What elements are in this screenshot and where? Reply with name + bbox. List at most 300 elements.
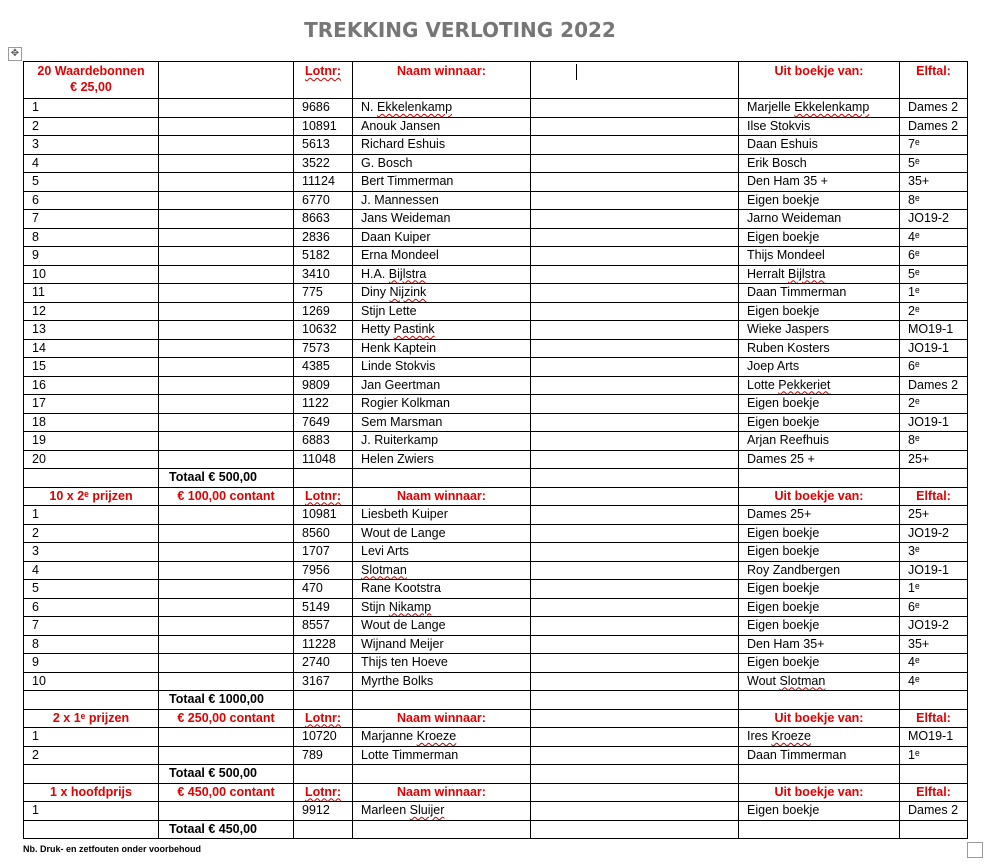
empty-cell: [531, 617, 739, 636]
team-name: JO19-2: [900, 617, 968, 636]
team-name: 6ᵉ: [900, 598, 968, 617]
team-name: 6ᵉ: [900, 358, 968, 377]
row-number: 20: [24, 450, 159, 469]
ticket-number: 10891: [294, 117, 353, 136]
winner-name: H.A. Bijlstra: [353, 265, 531, 284]
empty-cell: [531, 728, 739, 747]
empty-cell: [159, 265, 294, 284]
winner-name: Sem Marsman: [353, 413, 531, 432]
empty-cell: [531, 635, 739, 654]
table-row: [24, 265, 968, 284]
booklet-owner: Marjelle Ekkelenkamp: [739, 99, 900, 118]
row-number: 17: [24, 395, 159, 414]
team-name: 4ᵉ: [900, 654, 968, 673]
empty-cell: [159, 358, 294, 377]
empty-cell: [294, 765, 353, 784]
empty-cell: [900, 469, 968, 488]
ticket-number: 1269: [294, 302, 353, 321]
empty-cell: [159, 228, 294, 247]
spellcheck-word: Bijlstra: [388, 266, 427, 281]
ticket-number: 1707: [294, 543, 353, 562]
empty-cell: [531, 136, 739, 155]
empty-header-cell: [531, 709, 739, 728]
ticket-number: 1122: [294, 395, 353, 414]
empty-cell: [531, 580, 739, 599]
ticket-number: 9686: [294, 99, 353, 118]
booklet-owner: Thijs Mondeel: [739, 247, 900, 266]
ticket-number: 3167: [294, 672, 353, 691]
row-number: 15: [24, 358, 159, 377]
section-header-row: [24, 783, 968, 802]
empty-cell: [159, 746, 294, 765]
booklet-owner: Roy Zandbergen: [739, 561, 900, 580]
row-number: 7: [24, 617, 159, 636]
row-number: 16: [24, 376, 159, 395]
winner-name: Jans Weideman: [353, 210, 531, 229]
table-row: [24, 654, 968, 673]
table-row: [24, 154, 968, 173]
row-number: 5: [24, 173, 159, 192]
lotnr-header: [294, 709, 353, 728]
ticket-number: 3522: [294, 154, 353, 173]
table-row: [24, 543, 968, 562]
empty-cell: [159, 173, 294, 192]
team-header: Elftal:: [900, 62, 968, 99]
row-number: 1: [24, 802, 159, 821]
booklet-owner: Eigen boekje: [739, 543, 900, 562]
empty-cell: [159, 654, 294, 673]
team-name: 35+: [900, 173, 968, 192]
booklet-header: Uit boekje van:: [739, 783, 900, 802]
ticket-number: 775: [294, 284, 353, 303]
winner-name: N. Ekkelenkamp: [353, 99, 531, 118]
lotnr-header: [294, 783, 353, 802]
booklet-header: Uit boekje van:: [739, 709, 900, 728]
row-number: 7: [24, 210, 159, 229]
booklet-header: Uit boekje van:: [739, 487, 900, 506]
row-number: 13: [24, 321, 159, 340]
booklet-owner: Eigen boekje: [739, 654, 900, 673]
team-name: 2ᵉ: [900, 395, 968, 414]
winner-name: Anouk Jansen: [353, 117, 531, 136]
table-row: [24, 561, 968, 580]
spellcheck-word: Kroeze: [771, 729, 811, 743]
empty-cell: [159, 450, 294, 469]
winner-name: Rogier Kolkman: [353, 395, 531, 414]
footnote: Nb. Druk- en zetfouten onder voorbehoud: [23, 844, 201, 854]
winner-name: Wout de Lange: [353, 524, 531, 543]
empty-cell: [531, 173, 739, 192]
row-number: 9: [24, 654, 159, 673]
row-number: 5: [24, 580, 159, 599]
empty-cell: [159, 154, 294, 173]
empty-cell: [531, 543, 739, 562]
empty-cell: [739, 691, 900, 710]
lotnr-header-text: Lotnr:: [304, 488, 342, 503]
table-row: [24, 358, 968, 377]
team-name: JO19-2: [900, 524, 968, 543]
section-total-row: [24, 765, 968, 784]
empty-cell: [531, 339, 739, 358]
winner-name: Stijn Lette: [353, 302, 531, 321]
empty-cell: [531, 247, 739, 266]
ticket-number: 3410: [294, 265, 353, 284]
ticket-number: 9912: [294, 802, 353, 821]
move-handle-icon[interactable]: ✥: [8, 47, 22, 61]
empty-cell: [159, 506, 294, 525]
row-number: 9: [24, 247, 159, 266]
empty-cell: [159, 376, 294, 395]
empty-cell: [294, 691, 353, 710]
empty-cell: [159, 728, 294, 747]
ticket-number: 470: [294, 580, 353, 599]
empty-cell: [531, 99, 739, 118]
row-number: 6: [24, 598, 159, 617]
team-name: MO19-1: [900, 321, 968, 340]
ticket-number: 4385: [294, 358, 353, 377]
ticket-number: 9809: [294, 376, 353, 395]
row-number: 4: [24, 561, 159, 580]
table-row: [24, 191, 968, 210]
ticket-number: 7956: [294, 561, 353, 580]
empty-cell: [900, 820, 968, 839]
team-name: 4ᵉ: [900, 228, 968, 247]
empty-cell: [159, 191, 294, 210]
row-number: 10: [24, 672, 159, 691]
empty-cell: [159, 802, 294, 821]
ticket-number: 11124: [294, 173, 353, 192]
booklet-owner: Wout Slotman: [739, 672, 900, 691]
empty-cell: [159, 524, 294, 543]
row-number: 14: [24, 339, 159, 358]
empty-cell: [159, 432, 294, 451]
table-row: [24, 321, 968, 340]
winner-name: Wout de Lange: [353, 617, 531, 636]
spellcheck-word: Bijlstra: [788, 266, 826, 281]
winner-name: Stijn Nikamp: [353, 598, 531, 617]
table-row: [24, 746, 968, 765]
winner-name-header: Naam winnaar:: [353, 487, 531, 506]
booklet-owner: Ruben Kosters: [739, 339, 900, 358]
row-number: 1: [24, 506, 159, 525]
empty-cell: [739, 820, 900, 839]
empty-cell: [353, 469, 531, 488]
section-header-row: [24, 62, 968, 99]
lotnr-header-text: Lotnr:: [304, 64, 342, 78]
table-row: [24, 672, 968, 691]
empty-cell: [531, 191, 739, 210]
table-row: [24, 136, 968, 155]
row-number: 1: [24, 728, 159, 747]
winner-name: Levi Arts: [353, 543, 531, 562]
spellcheck-word: Kroeze: [416, 729, 457, 743]
team-name: 25+: [900, 506, 968, 525]
empty-cell: [353, 765, 531, 784]
row-number: 10: [24, 265, 159, 284]
empty-cell: [353, 820, 531, 839]
team-name: 1ᵉ: [900, 746, 968, 765]
booklet-owner: Jarno Weideman: [739, 210, 900, 229]
booklet-owner: Eigen boekje: [739, 580, 900, 599]
empty-cell: [159, 247, 294, 266]
empty-cell: [159, 99, 294, 118]
empty-cell: [159, 284, 294, 303]
ticket-number: 5613: [294, 136, 353, 155]
team-name: 35+: [900, 635, 968, 654]
lotnr-header: [294, 487, 353, 506]
section-header-row: [24, 709, 968, 728]
empty-cell: [531, 321, 739, 340]
section-total: Totaal € 500,00: [159, 469, 294, 488]
empty-cell: [531, 802, 739, 821]
team-name: 3ᵉ: [900, 543, 968, 562]
spellcheck-word: Pastink: [393, 322, 435, 336]
ticket-number: 7573: [294, 339, 353, 358]
table-row: [24, 210, 968, 229]
table-row: [24, 247, 968, 266]
booklet-owner: Eigen boekje: [739, 228, 900, 247]
lotnr-header-text: Lotnr:: [304, 710, 342, 725]
team-name: MO19-1: [900, 728, 968, 747]
empty-cell: [159, 635, 294, 654]
section-header-row: [24, 487, 968, 506]
team-name: 5ᵉ: [900, 154, 968, 173]
empty-cell: [24, 469, 159, 488]
empty-cell: [159, 117, 294, 136]
booklet-owner: Dames 25+: [739, 506, 900, 525]
row-number: 2: [24, 524, 159, 543]
empty-cell: [531, 469, 739, 488]
team-name: 25+: [900, 450, 968, 469]
team-name: 8ᵉ: [900, 191, 968, 210]
table-row: [24, 284, 968, 303]
spellcheck-word: Pekkeriet: [778, 377, 831, 392]
row-number: 12: [24, 302, 159, 321]
winner-name: Hetty Pastink: [353, 321, 531, 340]
ticket-number: 2740: [294, 654, 353, 673]
empty-cell: [531, 561, 739, 580]
winner-name: [353, 561, 531, 580]
table-row: [24, 617, 968, 636]
booklet-owner: Daan Timmerman: [739, 284, 900, 303]
team-name: Dames 2: [900, 117, 968, 136]
section-prize-amount: € 250,00 contant: [159, 709, 294, 728]
winner-name: Bert Timmerman: [353, 173, 531, 192]
table-row: [24, 99, 968, 118]
booklet-owner: Erik Bosch: [739, 154, 900, 173]
empty-cell: [531, 450, 739, 469]
table-row: [24, 635, 968, 654]
row-number: 19: [24, 432, 159, 451]
winner-name: J. Mannessen: [353, 191, 531, 210]
ticket-number: 6770: [294, 191, 353, 210]
empty-cell: [531, 358, 739, 377]
table-row: [24, 450, 968, 469]
empty-cell: [159, 672, 294, 691]
section-prize-label: 10 x 2ᵉ prijzen: [24, 487, 159, 506]
table-row: [24, 524, 968, 543]
booklet-owner: Eigen boekje: [739, 395, 900, 414]
empty-cell: [531, 524, 739, 543]
winner-name: Marleen Sluijer: [353, 802, 531, 821]
row-number: 8: [24, 635, 159, 654]
winner-name: G. Bosch: [353, 154, 531, 173]
empty-cell: [531, 117, 739, 136]
section-prize-amount: € 450,00 contant: [159, 783, 294, 802]
winner-name: J. Ruiterkamp: [353, 432, 531, 451]
booklet-owner: Eigen boekje: [739, 617, 900, 636]
winner-name: Myrthe Bolks: [353, 672, 531, 691]
row-number: 4: [24, 154, 159, 173]
section-prize-label: 1 x hoofdprijs: [24, 783, 159, 802]
booklet-owner: Daan Eshuis: [739, 136, 900, 155]
team-name: Dames 2: [900, 99, 968, 118]
team-header: Elftal:: [900, 783, 968, 802]
spellcheck-word: Sluijer: [409, 803, 445, 817]
row-number: 6: [24, 191, 159, 210]
empty-cell: [159, 561, 294, 580]
row-number: 18: [24, 413, 159, 432]
winner-name: Daan Kuiper: [353, 228, 531, 247]
row-number: 8: [24, 228, 159, 247]
team-name: JO19-1: [900, 339, 968, 358]
booklet-owner: Ires Kroeze: [739, 728, 900, 747]
booklet-header: Uit boekje van:: [739, 62, 900, 99]
table-row: [24, 376, 968, 395]
winner-name: Helen Zwiers: [353, 450, 531, 469]
row-number: 1: [24, 99, 159, 118]
ticket-number: 2836: [294, 228, 353, 247]
document-title: TREKKING VERLOTING 2022: [304, 18, 616, 42]
ticket-number: 8557: [294, 617, 353, 636]
lottery-results-table: [23, 61, 968, 839]
row-number: 2: [24, 746, 159, 765]
empty-cell: [159, 321, 294, 340]
table-row: [24, 432, 968, 451]
ticket-number: 10981: [294, 506, 353, 525]
empty-header-cell: [531, 783, 739, 802]
winner-name: Wijnand Meijer: [353, 635, 531, 654]
spellcheck-word: Nikamp: [388, 599, 432, 614]
table-row: [24, 395, 968, 414]
empty-cell: [531, 432, 739, 451]
winner-name: Thijs ten Hoeve: [353, 654, 531, 673]
winner-name: Henk Kaptein: [353, 339, 531, 358]
team-name: Dames 2: [900, 802, 968, 821]
booklet-owner: Daan Timmerman: [739, 746, 900, 765]
team-name: JO19-2: [900, 210, 968, 229]
resize-handle-icon[interactable]: [967, 842, 983, 858]
empty-cell: [900, 691, 968, 710]
empty-cell: [294, 820, 353, 839]
empty-cell: [531, 413, 739, 432]
team-name: 6ᵉ: [900, 247, 968, 266]
row-number: 3: [24, 136, 159, 155]
booklet-owner: Herralt Bijlstra: [739, 265, 900, 284]
table-row: [24, 302, 968, 321]
table-row: [24, 728, 968, 747]
empty-cell: [739, 765, 900, 784]
empty-cell: [531, 598, 739, 617]
booklet-owner: Joep Arts: [739, 358, 900, 377]
ticket-number: 8560: [294, 524, 353, 543]
team-header: Elftal:: [900, 487, 968, 506]
empty-cell: [531, 302, 739, 321]
empty-header-cell: [531, 62, 739, 99]
empty-cell: [294, 469, 353, 488]
booklet-owner: Den Ham 35+: [739, 635, 900, 654]
empty-cell: [24, 820, 159, 839]
ticket-number: 11048: [294, 450, 353, 469]
ticket-number: 8663: [294, 210, 353, 229]
section-total-row: [24, 691, 968, 710]
winner-name: Linde Stokvis: [353, 358, 531, 377]
section-total: Totaal € 500,00: [159, 765, 294, 784]
section-prize-label: 2 x 1ᵉ prijzen: [24, 709, 159, 728]
booklet-owner: Lotte Pekkeriet: [739, 376, 900, 395]
lotnr-header: [294, 62, 353, 99]
table-row: [24, 228, 968, 247]
section-total-row: [24, 469, 968, 488]
empty-cell: [531, 395, 739, 414]
booklet-owner: Eigen boekje: [739, 524, 900, 543]
empty-cell: [24, 765, 159, 784]
team-name: 1ᵉ: [900, 580, 968, 599]
winner-name: Jan Geertman: [353, 376, 531, 395]
table-row: [24, 339, 968, 358]
empty-cell: [159, 395, 294, 414]
row-number: 11: [24, 284, 159, 303]
table-row: [24, 802, 968, 821]
empty-cell: [531, 284, 739, 303]
table-row: [24, 413, 968, 432]
empty-cell: [531, 765, 739, 784]
table-row: [24, 598, 968, 617]
team-name: 1ᵉ: [900, 284, 968, 303]
spellcheck-word: Slotman: [361, 562, 407, 577]
table-row: [24, 173, 968, 192]
empty-cell: [531, 820, 739, 839]
empty-cell: [531, 746, 739, 765]
booklet-owner: Den Ham 35 +: [739, 173, 900, 192]
section-prize-label: 20 Waardebonnen € 25,00: [24, 62, 159, 99]
ticket-number: 10720: [294, 728, 353, 747]
empty-cell: [159, 617, 294, 636]
empty-cell: [159, 136, 294, 155]
team-name: JO19-1: [900, 561, 968, 580]
empty-cell: [531, 265, 739, 284]
winner-name: Lotte Timmerman: [353, 746, 531, 765]
booklet-owner: Eigen boekje: [739, 191, 900, 210]
empty-cell: [531, 154, 739, 173]
booklet-owner: Ilse Stokvis: [739, 117, 900, 136]
empty-cell: [159, 413, 294, 432]
winner-name-header: Naam winnaar:: [353, 783, 531, 802]
booklet-owner: Arjan Reefhuis: [739, 432, 900, 451]
empty-cell: [159, 339, 294, 358]
empty-cell: [159, 580, 294, 599]
empty-cell: [531, 691, 739, 710]
ticket-number: 789: [294, 746, 353, 765]
ticket-number: 5182: [294, 247, 353, 266]
table-row: [24, 117, 968, 136]
empty-cell: [531, 210, 739, 229]
team-name: 4ᵉ: [900, 672, 968, 691]
winner-name: Erna Mondeel: [353, 247, 531, 266]
empty-cell: [531, 228, 739, 247]
winner-name: Liesbeth Kuiper: [353, 506, 531, 525]
table-row: [24, 580, 968, 599]
